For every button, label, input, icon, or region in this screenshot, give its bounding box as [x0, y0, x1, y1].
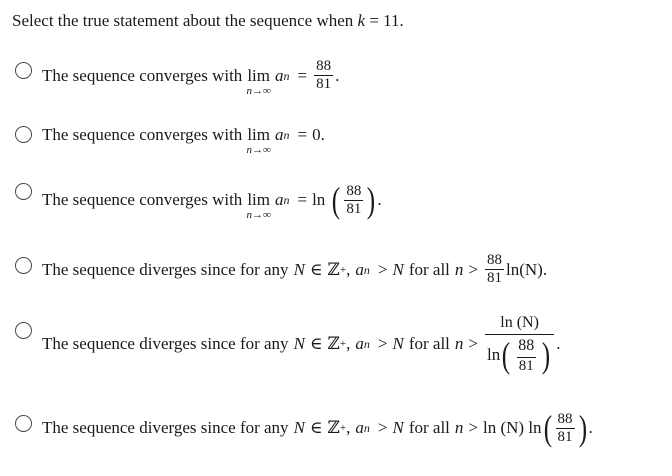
element-of: ∈: [309, 259, 323, 279]
plus-superscript: +: [339, 337, 347, 350]
element-of: ∈: [309, 333, 323, 353]
ln-product: ln (N) ln: [483, 418, 542, 437]
fraction-numerator: ln (N): [500, 314, 539, 331]
option-2-text: The sequence converges with: [42, 125, 243, 144]
prompt-k: k: [357, 11, 366, 30]
option-6-text: The sequence diverges since for any: [42, 418, 289, 437]
lim-label: lim: [247, 190, 270, 209]
a-subscript: n: [363, 336, 370, 351]
element-of: ∈: [309, 418, 323, 437]
right-paren: ): [578, 408, 587, 448]
ln-label: ln: [487, 345, 501, 364]
lim-subscript: n→∞: [246, 84, 271, 97]
fraction-denominator: 81: [316, 76, 332, 92]
fraction: [344, 183, 363, 218]
lim-subscript: n→∞: [246, 209, 271, 221]
compound-fraction: [485, 312, 554, 375]
integers-symbol: ℤ: [327, 259, 340, 279]
n-symbol: n: [454, 418, 464, 437]
comma: ,: [346, 259, 351, 279]
for-all-text: for all: [408, 259, 450, 279]
option-6-statement: [42, 410, 593, 446]
greater-than: >: [468, 418, 478, 437]
N-symbol: N: [392, 259, 404, 279]
integers-symbol: ℤ: [327, 333, 340, 353]
a-subscript: n: [283, 68, 290, 83]
a-subscript: n: [283, 193, 290, 207]
option-1-text: The sequence converges with: [42, 65, 243, 85]
fraction-numerator: 88: [487, 252, 502, 268]
fraction: [556, 411, 575, 446]
right-paren: ): [367, 180, 376, 220]
greater-than: >: [377, 418, 388, 437]
radio-button-1[interactable]: [15, 62, 32, 79]
a-symbol: a: [355, 333, 364, 353]
option-5-text: The sequence diverges since for any: [42, 333, 289, 353]
limit-expression: [246, 65, 271, 97]
period: .: [556, 333, 561, 353]
option-4-text: The sequence diverges since for any: [42, 259, 289, 279]
equals-sign: =: [297, 65, 308, 85]
limit-expression: [246, 190, 271, 221]
for-all-text: for all: [408, 418, 450, 437]
question-prompt: [12, 11, 404, 31]
option-3-text: The sequence converges with: [42, 190, 243, 209]
fraction-numerator: 88: [316, 58, 332, 74]
ln-term: ln(N).: [506, 259, 548, 279]
n-symbol: n: [454, 259, 464, 279]
parenthesized-fraction: [542, 410, 589, 446]
inner-fraction: [514, 335, 538, 375]
greater-than: >: [377, 333, 388, 353]
radio-button-5[interactable]: [15, 322, 32, 339]
lim-label: lim: [247, 125, 270, 144]
lim-label: lim: [247, 65, 270, 85]
fraction-denominator: [485, 334, 554, 375]
a-symbol: a: [274, 125, 284, 144]
limit-expression: [246, 125, 271, 156]
limit-value: 0.: [312, 125, 325, 144]
option-1-statement: [42, 58, 340, 97]
option-3-statement: [42, 180, 382, 221]
inner-numerator: 88: [518, 337, 535, 354]
N-symbol: N: [293, 259, 305, 279]
equals-sign: =: [297, 190, 308, 209]
greater-than: >: [377, 259, 388, 279]
a-subscript: n: [283, 128, 290, 142]
period: .: [588, 418, 593, 437]
option-5-statement: [42, 312, 560, 375]
n-symbol: n: [454, 333, 464, 353]
ln-label: ln: [312, 190, 326, 209]
fraction-denominator: 81: [557, 428, 573, 445]
fraction-numerator: 88: [346, 182, 362, 199]
N-symbol: N: [392, 418, 404, 437]
a-symbol: a: [355, 259, 364, 279]
option-2-statement: [42, 125, 325, 156]
fraction: [314, 58, 333, 93]
parenthesized-fraction: [500, 335, 552, 375]
fraction-denominator: 81: [346, 200, 362, 217]
greater-than: >: [468, 259, 478, 279]
integers-symbol: ℤ: [327, 418, 340, 437]
a-symbol: a: [274, 190, 284, 209]
plus-superscript: +: [339, 263, 347, 276]
lim-subscript: n→∞: [246, 144, 271, 156]
radio-button-6[interactable]: [15, 415, 32, 432]
radio-button-4[interactable]: [15, 257, 32, 274]
fraction-denominator: 81: [487, 270, 502, 286]
radio-button-2[interactable]: [15, 126, 32, 143]
right-paren: ): [542, 335, 551, 375]
plus-superscript: +: [339, 422, 347, 434]
N-symbol: N: [392, 333, 404, 353]
fraction: [485, 252, 504, 287]
inner-denominator: 81: [518, 358, 534, 374]
left-paren: (: [543, 408, 552, 448]
N-symbol: N: [293, 418, 305, 437]
for-all-text: for all: [408, 333, 450, 353]
a-symbol: a: [274, 65, 284, 85]
period: .: [335, 65, 340, 85]
option-4-statement: [42, 252, 547, 287]
fraction-numerator: 88: [557, 410, 573, 427]
radio-button-3[interactable]: [15, 183, 32, 200]
parenthesized-fraction: [330, 182, 377, 218]
N-symbol: N: [293, 333, 305, 353]
period: .: [377, 190, 382, 209]
a-symbol: a: [355, 418, 364, 437]
greater-than: >: [468, 333, 478, 353]
comma: ,: [346, 418, 351, 437]
prompt-k-value: = 11.: [365, 11, 404, 30]
left-paren: (: [502, 335, 511, 375]
a-subscript: n: [363, 262, 370, 277]
prompt-text: Select the true statement about the sequence when: [12, 11, 354, 30]
a-subscript: n: [363, 421, 370, 435]
comma: ,: [346, 333, 351, 353]
left-paren: (: [332, 180, 341, 220]
equals-sign: =: [297, 125, 308, 144]
